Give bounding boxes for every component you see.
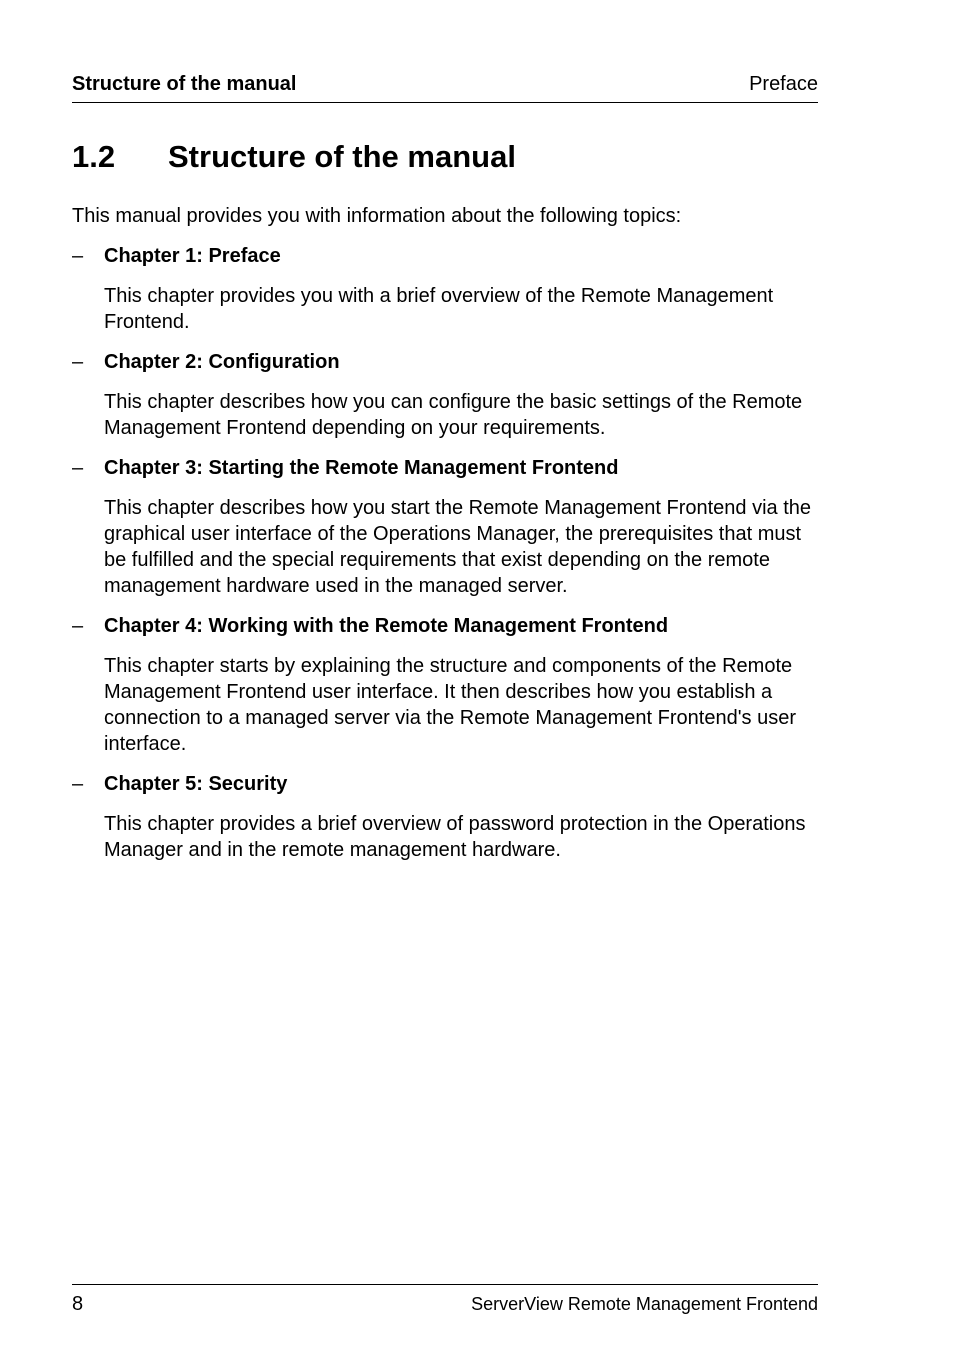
chapter-title: Chapter 1: Preface [104,245,281,267]
header-section-title: Structure of the manual [72,73,297,95]
dash-bullet: – [72,245,84,267]
chapter-description: This chapter provides a brief overview of password protection in the Operations Manager and in the remote management hardware. [104,813,806,861]
chapter-heading [72,613,818,639]
chapter-heading [72,771,818,797]
footer-product-name: ServerView Remote Management Frontend [471,1294,818,1314]
dash-bullet: – [72,457,84,479]
list-item [72,455,818,599]
chapter-description: This chapter starts by explaining the structure and components of the Remote Management Frontend user interface. It then describes how you establish a connection to a managed server via the Remote Management Frontend's user interface. [104,655,796,755]
page-footer [72,1284,818,1317]
chapter-description: This chapter provides you with a brief overview of the Remote Management Frontend. [104,285,774,333]
dash-bullet: – [72,615,84,637]
list-item [72,349,818,441]
section-heading [72,136,516,178]
dash-bullet: – [72,351,84,373]
chapter-heading [72,243,818,269]
dash-bullet: – [72,773,84,795]
chapter-title: Chapter 3: Starting the Remote Management Frontend [104,457,619,479]
chapter-title: Chapter 5: Security [104,773,288,795]
intro-paragraph: This manual provides you with information about the following topics: [72,205,682,227]
header-chapter-name: Preface [749,73,818,95]
chapter-description: This chapter describes how you start the Remote Management Frontend via the graphical user interface of the Operations Manager, the prerequisites that must be fulfilled and the special requirements that exist depending on the remote management hardware used in the managed server. [104,497,812,597]
page-number: 8 [72,1293,84,1315]
running-header [72,70,818,103]
body-content [72,203,818,877]
list-item [72,771,818,863]
list-item [72,243,818,335]
chapter-heading [72,349,818,375]
section-title: Structure of the manual [168,139,516,174]
chapter-title: Chapter 2: Configuration [104,351,340,373]
section-number: 1.2 [72,139,116,174]
list-item [72,613,818,757]
chapter-title: Chapter 4: Working with the Remote Management Frontend [104,615,669,637]
chapter-heading [72,455,818,481]
chapter-description: This chapter describes how you can configure the basic settings of the Remote Management Frontend depending on your requirements. [104,391,803,439]
